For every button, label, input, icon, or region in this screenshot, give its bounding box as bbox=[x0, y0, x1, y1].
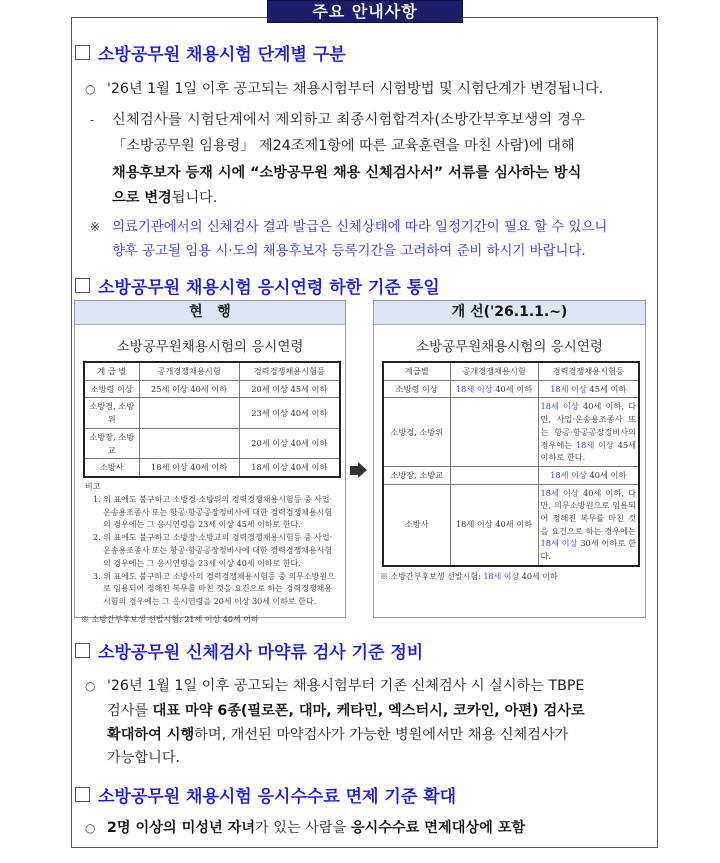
section2-heading: 소방공무원 채용시험 응시연령 하한 기준 통일 bbox=[75, 273, 440, 298]
table-row: 소방령 이상 18세 이상 40세 이하 18세 이상 45세 이하 bbox=[383, 380, 639, 398]
section4-bullet: ○ 2명 이상의 미성년 자녀가 있는 사람을 응시수수료 면제대상에 포함 bbox=[85, 820, 526, 836]
circle-bullet-icon: ○ bbox=[85, 821, 96, 835]
section1-note-line2: 향후 공고될 임용 시·도의 채용후보자 등록기간을 고려하여 준비 하시기 바랍니다. bbox=[112, 244, 586, 259]
dash-bullet: - bbox=[90, 113, 95, 127]
table-row: 소방경, 소방위 18세 이상 40세 이하, 다만, 사업·운송용조종사 또는 항공·항공공장정비사의 경우에는 18세 이상 45세 이하로 한다. bbox=[383, 398, 639, 467]
circle-bullet-icon: ○ bbox=[85, 679, 96, 693]
section1-dash-line2: 「소방공무원 임용령」 제24조제1항에 따른 교육훈련을 마친 사람)에 대해 bbox=[112, 138, 575, 154]
section3-heading: 소방공무원 신체검사 마약류 검사 기준 정비 bbox=[75, 638, 423, 663]
circle-bullet-icon: ○ bbox=[85, 82, 96, 96]
section1-dash-line1: - 신체검사를 시험단계에서 제외하고 최종시험합격자(소방간부후보생의 경우 bbox=[90, 112, 586, 128]
table-row: 소방사 18세 이상 40세 이하 18세 이상 40세 이하, 다만, 의무소방원으로 임용되어 정해진 복무를 마친 것을 요건으로 하는 경우에는 18세 이상 30세 이하로 한다. bbox=[383, 484, 639, 566]
section1-bold-line3: 채용후보자 등재 시에 “소방공무원 채용 신체검사서” 서류를 심사하는 방식 bbox=[112, 165, 582, 181]
section1-bullet: ○ '26년 1월 1일 이후 공고되는 채용시험부터 시험방법 및 시험단계가 변경됩니다. bbox=[85, 81, 604, 97]
section3-line3: 확대하여 시행하며, 개선된 마약검사가 가능한 병원에서만 채용 신체검사가 bbox=[107, 727, 569, 743]
section1-note-line1: ※ 의료기관에서의 신체검사 결과 발급은 신체상태에 따라 일정기간이 필요 할 수 있으니 bbox=[90, 220, 608, 235]
checkbox-square-icon bbox=[75, 45, 90, 60]
section4-heading: 소방공무원 채용시험 응시수수료 면제 기준 확대 bbox=[75, 782, 456, 807]
section1-line4: 으로 변경됩니다. bbox=[112, 190, 218, 206]
current-panel bbox=[74, 300, 346, 624]
section3-line1: ○ '26년 1월 1일 이후 공고되는 채용시험부터 기존 신체검사 시 실시하는 TBPE bbox=[85, 678, 585, 694]
current-age-table: 계 급 별 공개경쟁채용시험 경력경쟁채용시험등 소방령 이상 25세 이상 40세 이하 20세 이상 45세 이하 소방경, 소방위 23세 이상 40세 이하 소방장, 소방교 20세 이상 40세 이하 소방사 18세 이상 40세 이하 18세 이상 40세 이하 bbox=[83, 361, 341, 478]
checkbox-square-icon bbox=[75, 787, 90, 802]
section1-heading: 소방공무원 채용시험 단계별 구분 bbox=[75, 40, 346, 65]
improved-panel-subtitle: 소방공무원채용시험의 응시연령 bbox=[416, 339, 603, 355]
checkbox-square-icon bbox=[75, 643, 90, 658]
page-title: 주요 안내사항 bbox=[267, 0, 463, 23]
current-panel-label: 현 행 bbox=[75, 301, 345, 325]
improved-panel bbox=[373, 300, 646, 618]
table-row: 소방사 18세 이상 40세 이하 18세 이상 40세 이하 bbox=[84, 459, 340, 477]
table-row: 소방경, 소방위 23세 이상 40세 이하 bbox=[84, 398, 340, 428]
table-row: 소방장, 소방교 18세 이상 40세 이하 bbox=[383, 466, 639, 484]
checkbox-square-icon bbox=[75, 278, 90, 293]
current-panel-subtitle: 소방공무원채용시험의 응시연령 bbox=[116, 339, 304, 355]
table-row: 소방령 이상 25세 이상 40세 이하 20세 이상 45세 이하 bbox=[84, 380, 340, 398]
table-row: 소방장, 소방교 20세 이상 40세 이하 bbox=[84, 428, 340, 458]
improved-panel-label: 개 선('26.1.1.~) bbox=[374, 301, 645, 325]
improved-footnote: ※ 소방간부후보생 선발시험: 18세 이상 40세 이하 bbox=[380, 571, 558, 581]
reference-mark-icon: ※ bbox=[90, 220, 101, 234]
section3-line2: 검사를 대표 마약 6종(필로폰, 대마, 케타민, 엑스터시, 코카인, 아편) 검사로 bbox=[107, 703, 585, 719]
improved-age-table: 계급별 공개경쟁채용시험 경력경쟁채용시험등 소방령 이상 18세 이상 40세 이하 18세 이상 45세 이하 소방경, 소방위 18세 이상 40세 이하, 다만, 사업·운송용조종사 또는 항공·항공공장정비사의 경우에는 18세 이상 45세 이하로 한다. 소방장, 소방교 18세 이상 40세 이하 소방사 18세 이상 40세 이하 18세 이상 40세 이하, 다만, 의무소방원으로 임용되어 정해진 복무를 마친 것을 요건으로 하는 경우에는 18세 이상 30세 이하로 한다. bbox=[382, 361, 640, 567]
section3-line4: 가능합니다. bbox=[107, 750, 181, 766]
current-notes: 비고 1. 위 표에도 불구하고 소방경·소방위의 경력경쟁채용시험등 중 사업·운송용조종사 또는 항공·항공공장정비사에 대한 경력경쟁채용시험의 경우에는 그 응시연령을 23세 이상 45세 이하로 한다. 2. 위 표에도 불구하고 소방장·소방교의 경력경쟁채용시험등 중 사업·운송용조종사 또는 항공·항공공장정비사에 대한 경력경쟁채용시험의 경우에는 그 응시연령을 23세 이상 40세 이하로 한다. 3. 위 표에도 불구하고 소방사의 경력경쟁채용시험등 중 의무소방원으로 임용되어 정해진 복무를 마친 것을 요건으로 하는 경력경쟁채용시험의 경우에는 그 응시연령을 20세 이상 30세 이하로 한다. ※ 소방간부후보생 선발시험: 21세 이상 40세 이하 bbox=[81, 481, 335, 624]
